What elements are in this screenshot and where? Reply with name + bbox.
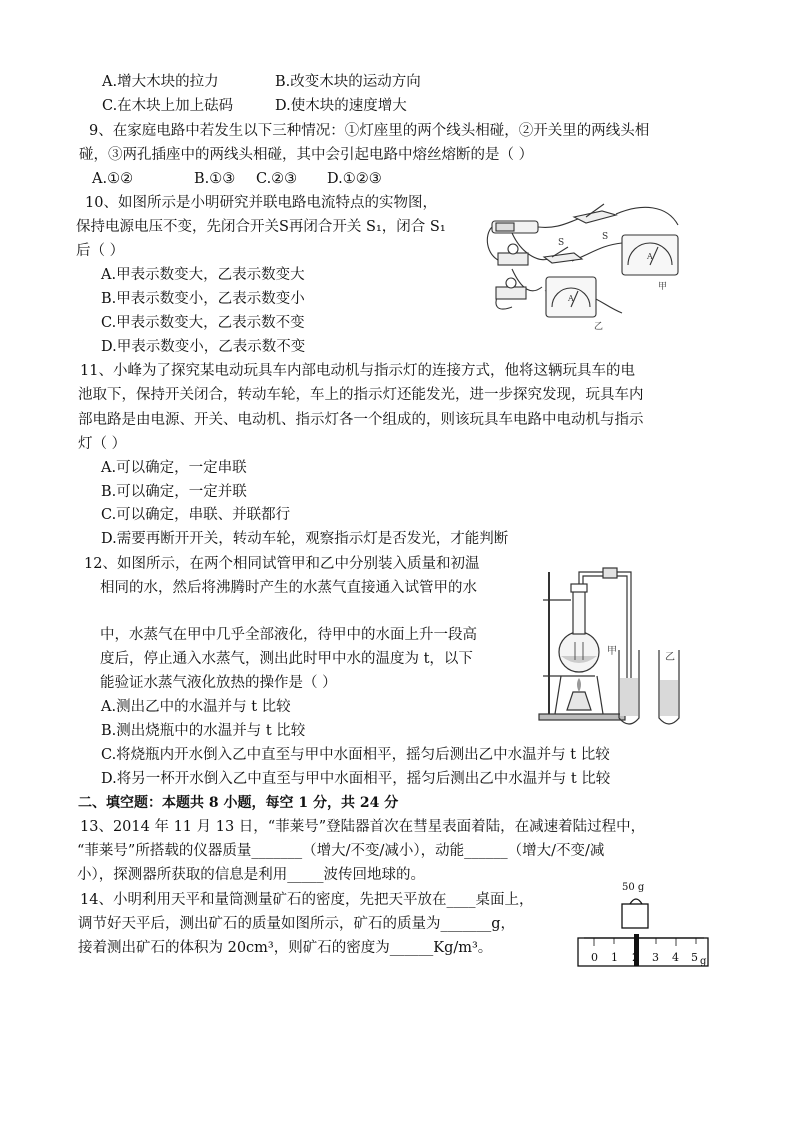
q12-stem-line2: 相同的水，然后将沸腾时产生的水蒸气直接通入试管甲的水 <box>100 580 477 596</box>
q14-stem-line3: 接着测出矿石的体积为 20cm³，则矿石的密度为______Kg/m³。 <box>78 940 493 956</box>
q10-option-a: A.甲表示数变大，乙表示数变大 <box>101 267 305 283</box>
q12-option-a: A.测出乙中的水温并与 t 比较 <box>101 699 291 715</box>
q12-stem-line5: 能验证水蒸气液化放热的操作是（ ） <box>100 675 337 691</box>
switch-s-label: S <box>602 232 609 242</box>
tick-5: 5 <box>691 951 698 964</box>
q11-option-c: C.可以确定，串联、并联都行 <box>101 507 291 523</box>
q12-option-b: B.测出烧瓶中的水温并与 t 比较 <box>101 723 306 739</box>
q9-option-a: A.①② <box>92 171 134 187</box>
q10-stem-line2: 保持电源电压不变，先闭合开关S再闭合开关 S₁，闭合 S₁ <box>76 219 446 235</box>
q11-option-b: B.可以确定，一定并联 <box>101 484 247 500</box>
scale-unit: g <box>700 956 707 967</box>
q11-stem-line3: 部电路是由电源、开关、电动机、指示灯各一个组成的，则该玩具车电路中电动机与指示 <box>78 412 644 428</box>
tick-1: 1 <box>611 951 618 964</box>
ammeter-yi-label: 乙 <box>594 322 604 332</box>
section-2-heading: 二、填空题：本题共 8 小题，每空 1 分，共 24 分 <box>78 795 399 811</box>
weight-label: 50 g <box>622 882 645 893</box>
q11-option-a: A.可以确定，一定串联 <box>101 460 247 476</box>
q8-option-b: B.改变木块的运动方向 <box>275 74 421 90</box>
q9-stem-line1: 9、在家庭电路中若发生以下三种情况：①灯座里的两个线头相碰，②开关里的两线头相 <box>89 123 650 139</box>
q14-stem-line2: 调节好天平后，测出矿石的质量如图所示，矿石的质量为_______g， <box>78 916 516 932</box>
q13-stem-line1: 13、2014 年 11 月 13 日，“菲莱号”登陆器首次在彗星表面着陆，在减速着陆过程中， <box>80 819 646 835</box>
q12-option-d: D.将另一杯开水倒入乙中直至与甲中水面相平，摇匀后测出乙中水温并与 t 比较 <box>101 771 611 787</box>
q13-stem-line3: 小），探测器所获取的信息是利用_____波传回地球的。 <box>77 867 425 883</box>
steam-apparatus-figure <box>535 560 707 728</box>
q9-option-b: B.①③ <box>194 171 236 187</box>
ammeter-jia-label: 甲 <box>658 282 668 292</box>
q10-option-d: D.甲表示数变小，乙表示数不变 <box>101 339 306 355</box>
q9-stem-line2: 碰，③两孔插座中的两线头相碰，其中会引起电路中熔丝熔断的是（ ） <box>79 147 534 163</box>
q12-stem-line4: 度后，停止通入水蒸气，测出此时甲中水的温度为 t，以下 <box>100 651 473 667</box>
q11-stem-line2: 池取下，保持开关闭合，转动车轮，车上的指示灯还能发光，进一步探究发现，玩具车内 <box>78 387 644 403</box>
q9-option-c: C.②③ <box>256 171 298 187</box>
q13-stem-line2: “菲莱号”所搭载的仪器质量_______（增大/不变/减小），动能______（增大/不变/减 <box>77 843 605 859</box>
q12-stem-line3: 中，水蒸气在甲中几乎全部液化，待甲中的水面上升一段高 <box>100 627 477 643</box>
q10-option-c: C.甲表示数变大，乙表示数不变 <box>101 315 305 331</box>
q8-option-a: A.增大木块的拉力 <box>102 74 219 90</box>
q9-option-d: D.①②③ <box>327 171 382 187</box>
q8-option-c: C.在木块上加上砝码 <box>102 98 234 114</box>
q8-option-d: D.使木块的速度增大 <box>275 98 407 114</box>
q14-stem-line1: 14、小明利用天平和量筒测量矿石的密度，先把天平放在____桌面上， <box>80 892 534 908</box>
q10-stem-line3: 后（ ） <box>76 243 125 259</box>
q11-option-d: D.需要再断开开关，转动车轮，观察指示灯是否发光，才能判断 <box>101 531 509 547</box>
q10-stem-line1: 10、如图所示是小明研究并联电路电流特点的实物图， <box>85 195 437 211</box>
parallel-circuit-figure <box>482 195 688 333</box>
q12-option-c: C.将烧瓶内开水倒入乙中直至与甲中水面相平，摇匀后测出乙中水温并与 t 比较 <box>101 747 610 763</box>
tick-4: 4 <box>672 951 679 964</box>
tick-3: 3 <box>652 951 659 964</box>
q10-option-b: B.甲表示数变小，乙表示数变小 <box>101 291 305 307</box>
tick-2: 2 <box>632 951 639 964</box>
tube-jia-label: 甲 <box>607 646 617 657</box>
q11-stem-line4: 灯（ ） <box>78 436 127 452</box>
ammeter-yi-letter: A <box>568 294 574 303</box>
balance-figure <box>574 878 714 972</box>
q11-stem-line1: 11、小峰为了探究某电动玩具车内部电动机与指示灯的连接方式，他将这辆玩具车的电 <box>80 363 635 379</box>
tube-yi-label: 乙 <box>665 652 675 663</box>
tick-0: 0 <box>591 951 598 964</box>
ammeter-jia-letter: A <box>647 252 653 261</box>
q12-stem-line1: 12、如图所示，在两个相同试管甲和乙中分别装入质量和初温 <box>84 556 480 572</box>
switch-s1-label: S <box>558 238 565 248</box>
